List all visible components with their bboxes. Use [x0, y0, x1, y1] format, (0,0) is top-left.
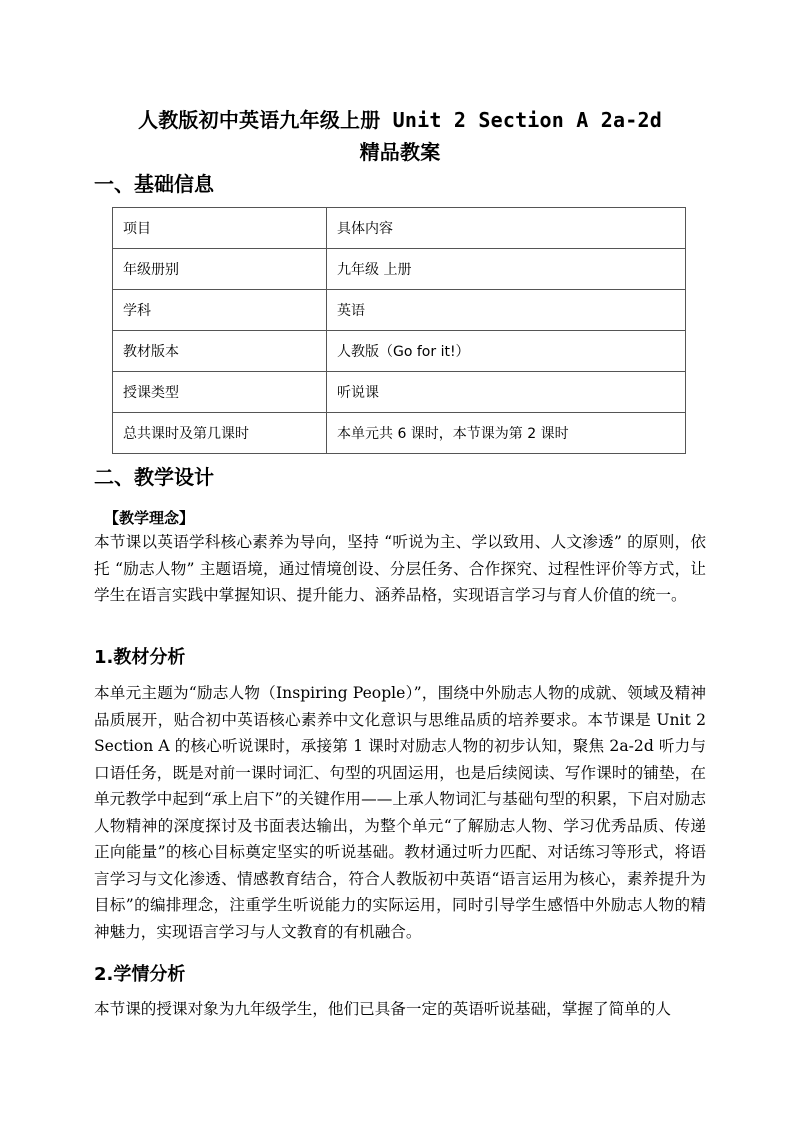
section-heading-basic-info: 一、基础信息 [94, 172, 214, 196]
teaching-concept-label: 【教学理念】 [104, 509, 195, 527]
student-analysis-paragraph: 本节课的授课对象为九年级学生，他们已具备一定的英语听说基础，掌握了简单的人 [94, 1000, 671, 1018]
section-heading-teaching-design: 二、教学设计 [94, 465, 214, 489]
table-cell: 授课类型 [113, 372, 327, 413]
table-row [113, 372, 686, 413]
table-cell: 九年级 上册 [327, 249, 686, 290]
table-cell: 学科 [113, 290, 327, 331]
table-cell: 本单元共 6 课时，本节课为第 2 课时 [327, 413, 686, 454]
document-title: 人教版初中英语九年级上册 Unit 2 Section A 2a-2d [138, 108, 662, 132]
table-row [113, 208, 686, 249]
table-row [113, 331, 686, 372]
table-cell: 教材版本 [113, 331, 327, 372]
table-cell: 年级册别 [113, 249, 327, 290]
basic-info-table [112, 207, 686, 454]
teaching-concept-paragraph: 本节课以英语学科核心素养为导向，坚持 “听说为主、学以致用、人文渗透” 的原则，依托 “励志人物” 主题语境，通过情境创设、分层任务、合作探究、过程性评价等方式，让学生在语言实践中掌握知识、提升能力、涵养品格，实现语言学习与育人价值的统一。 [94, 533, 706, 604]
table-row [113, 249, 686, 290]
document-subtitle: 精品教案 [359, 140, 441, 164]
table-cell: 英语 [327, 290, 686, 331]
subheading-textbook-analysis: 1.教材分析 [94, 647, 186, 668]
table-cell: 人教版（Go for it!） [327, 331, 686, 372]
table-cell: 听说课 [327, 372, 686, 413]
textbook-analysis-paragraph: 本单元主题为“励志人物（Inspiring People）”，围绕中外励志人物的成就、领域及精神品质展开，贴合初中英语核心素养中文化意识与思维品质的培养要求。本节课是 Unit 2 Section A 的核心听说课时，承接第 1 课时对励志人物的初步认知，聚焦 2a-2d 听力与口语任务，既是对前一课时词汇、句型的巩固运用，也是后续阅读、写作课时的铺垫，在单元教学中起到“承上启下”的关键作用——上承人物词汇与基础句型的积累，下启对励志人物精神的深度探讨及书面表达输出，为整个单元“了解励志人物、学习优秀品质、传递正向能量”的核心目标奠定坚实的听说基础。教材通过听力匹配、对话练习等形式，将语言学习与文化渗透、情感教育结合，符合人教版初中英语“语言运用为核心，素养提升为目标”的编排理念，注重学生听说能力的实际运用，同时引导学生感悟中外励志人物的精神魅力，实现语言学习与人文教育的有机融合。 [94, 684, 706, 941]
table-cell: 总共课时及第几课时 [113, 413, 327, 454]
table-cell: 具体内容 [327, 208, 686, 249]
table-cell: 项目 [113, 208, 327, 249]
subheading-student-analysis: 2.学情分析 [94, 964, 186, 985]
table-row [113, 413, 686, 454]
table-row [113, 290, 686, 331]
